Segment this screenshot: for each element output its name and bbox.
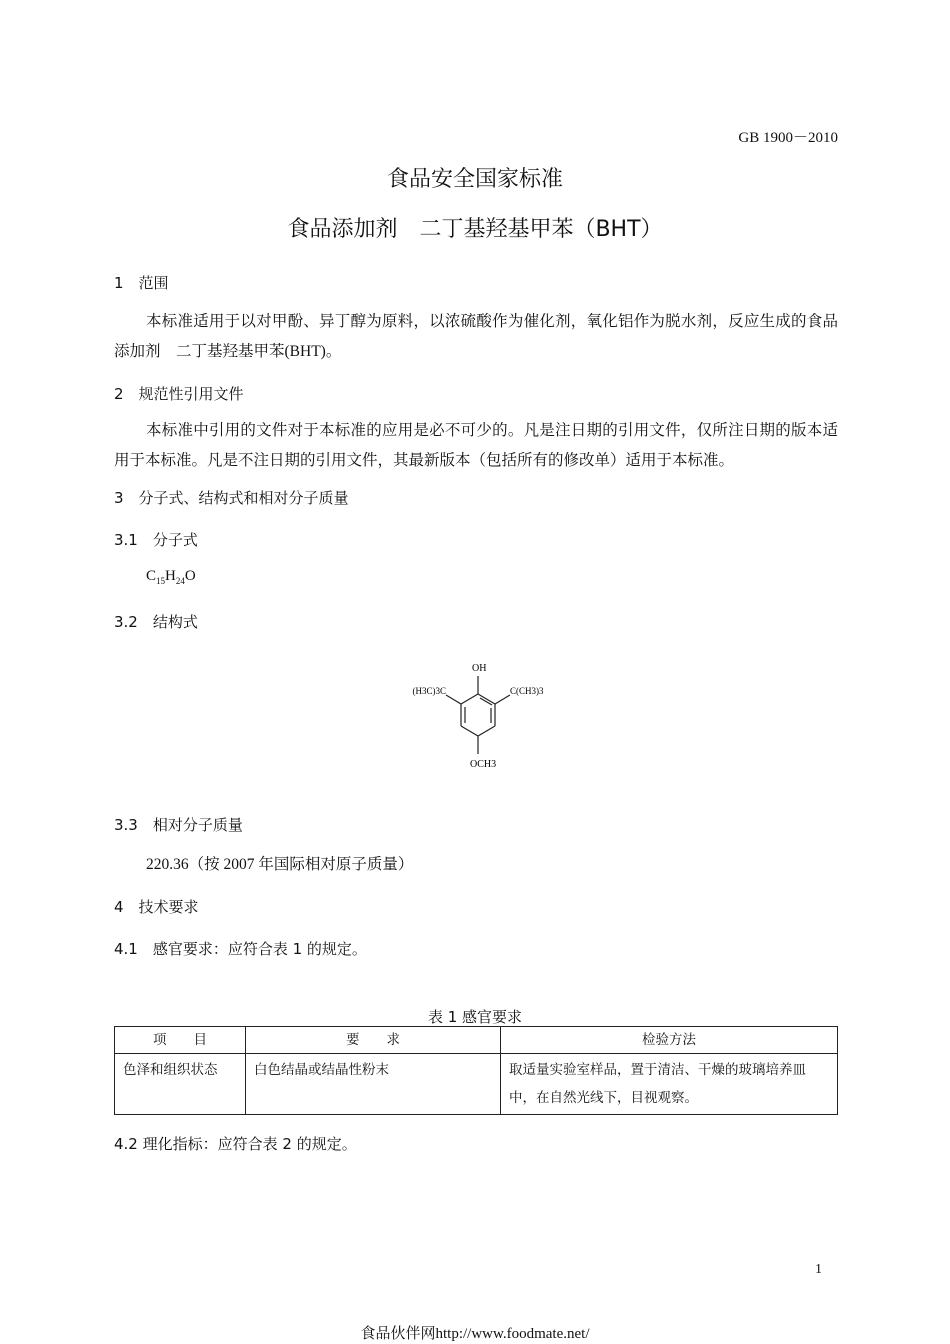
table-row bbox=[115, 1054, 838, 1115]
section-3-3-heading: 3.3 相对分子质量 bbox=[114, 816, 243, 834]
section-2-text: 本标准中引用的文件对于本标准的应用是必不可少的。凡是注日期的引用文件，仅所注日期的版本适用于本标准。凡是不注日期的引用文件，其最新版本（包括所有的修改单）适用于本标准。 bbox=[114, 422, 838, 469]
ring-bond bbox=[461, 694, 478, 704]
section-1-text: 本标准适用于以对甲酚、异丁醇为原料，以浓硫酸作为催化剂，氧化铝作为脱水剂，反应生成的食品添加剂 二丁基羟基甲苯(BHT)。 bbox=[114, 313, 838, 360]
table-header-test-method: 检验方法 bbox=[501, 1027, 838, 1054]
page-title-product: 食品添加剂 二丁基羟基甲苯（BHT） bbox=[287, 217, 663, 242]
left-bond bbox=[446, 695, 461, 704]
section-3-1-heading: 3.1 分子式 bbox=[114, 531, 198, 549]
page-title-national-standard: 食品安全国家标准 bbox=[386, 167, 563, 192]
table-header-item: 项 目 bbox=[115, 1027, 246, 1054]
right-label: C(CH3)3 bbox=[510, 686, 544, 696]
structural-formula bbox=[392, 648, 562, 778]
table-header-requirement: 要 求 bbox=[246, 1027, 501, 1054]
right-bond bbox=[495, 695, 510, 704]
section-3-heading: 3 分子式、结构式和相对分子质量 bbox=[114, 489, 349, 507]
section-1-heading: 1 范围 bbox=[114, 274, 169, 292]
table-cell-item: 色泽和组织状态 bbox=[115, 1054, 246, 1115]
table-1-caption: 表 1 感官要求 bbox=[427, 1008, 523, 1026]
section-4-2-heading: 4.2 理化指标：应符合表 2 的规定。 bbox=[114, 1135, 357, 1153]
sensory-requirements-table bbox=[114, 1026, 838, 1115]
ring-bond bbox=[478, 726, 495, 736]
table-cell-requirement: 白色结晶或结晶性粉末 bbox=[246, 1054, 501, 1115]
left-label: (H3C)3C bbox=[412, 686, 446, 696]
section-2-heading: 2 规范性引用文件 bbox=[114, 385, 244, 403]
footer-source: 食品伙伴网http://www.foodmate.net/ bbox=[360, 1326, 590, 1342]
ring-bond bbox=[461, 726, 478, 736]
section-3-2-heading: 3.2 结构式 bbox=[114, 613, 198, 631]
relative-molecular-mass: 220.36（按 2007 年国际相对原子质量） bbox=[146, 856, 414, 873]
page-number: 1 bbox=[815, 1262, 822, 1277]
oh-label: OH bbox=[472, 663, 487, 674]
table-header-row bbox=[115, 1027, 838, 1054]
section-4-heading: 4 技术要求 bbox=[114, 898, 199, 916]
standard-code: GB 1900－2010 bbox=[738, 130, 838, 146]
section-4-1-heading: 4.1 感官要求：应符合表 1 的规定。 bbox=[114, 940, 367, 958]
table-cell-test-method: 取适量实验室样品，置于清洁、干燥的玻璃培养皿中，在自然光线下，目视观察。 bbox=[501, 1054, 838, 1115]
bottom-label: OCH3 bbox=[470, 759, 497, 770]
molecular-formula: $C_{15}H_{24}O$ bbox=[146, 568, 196, 586]
